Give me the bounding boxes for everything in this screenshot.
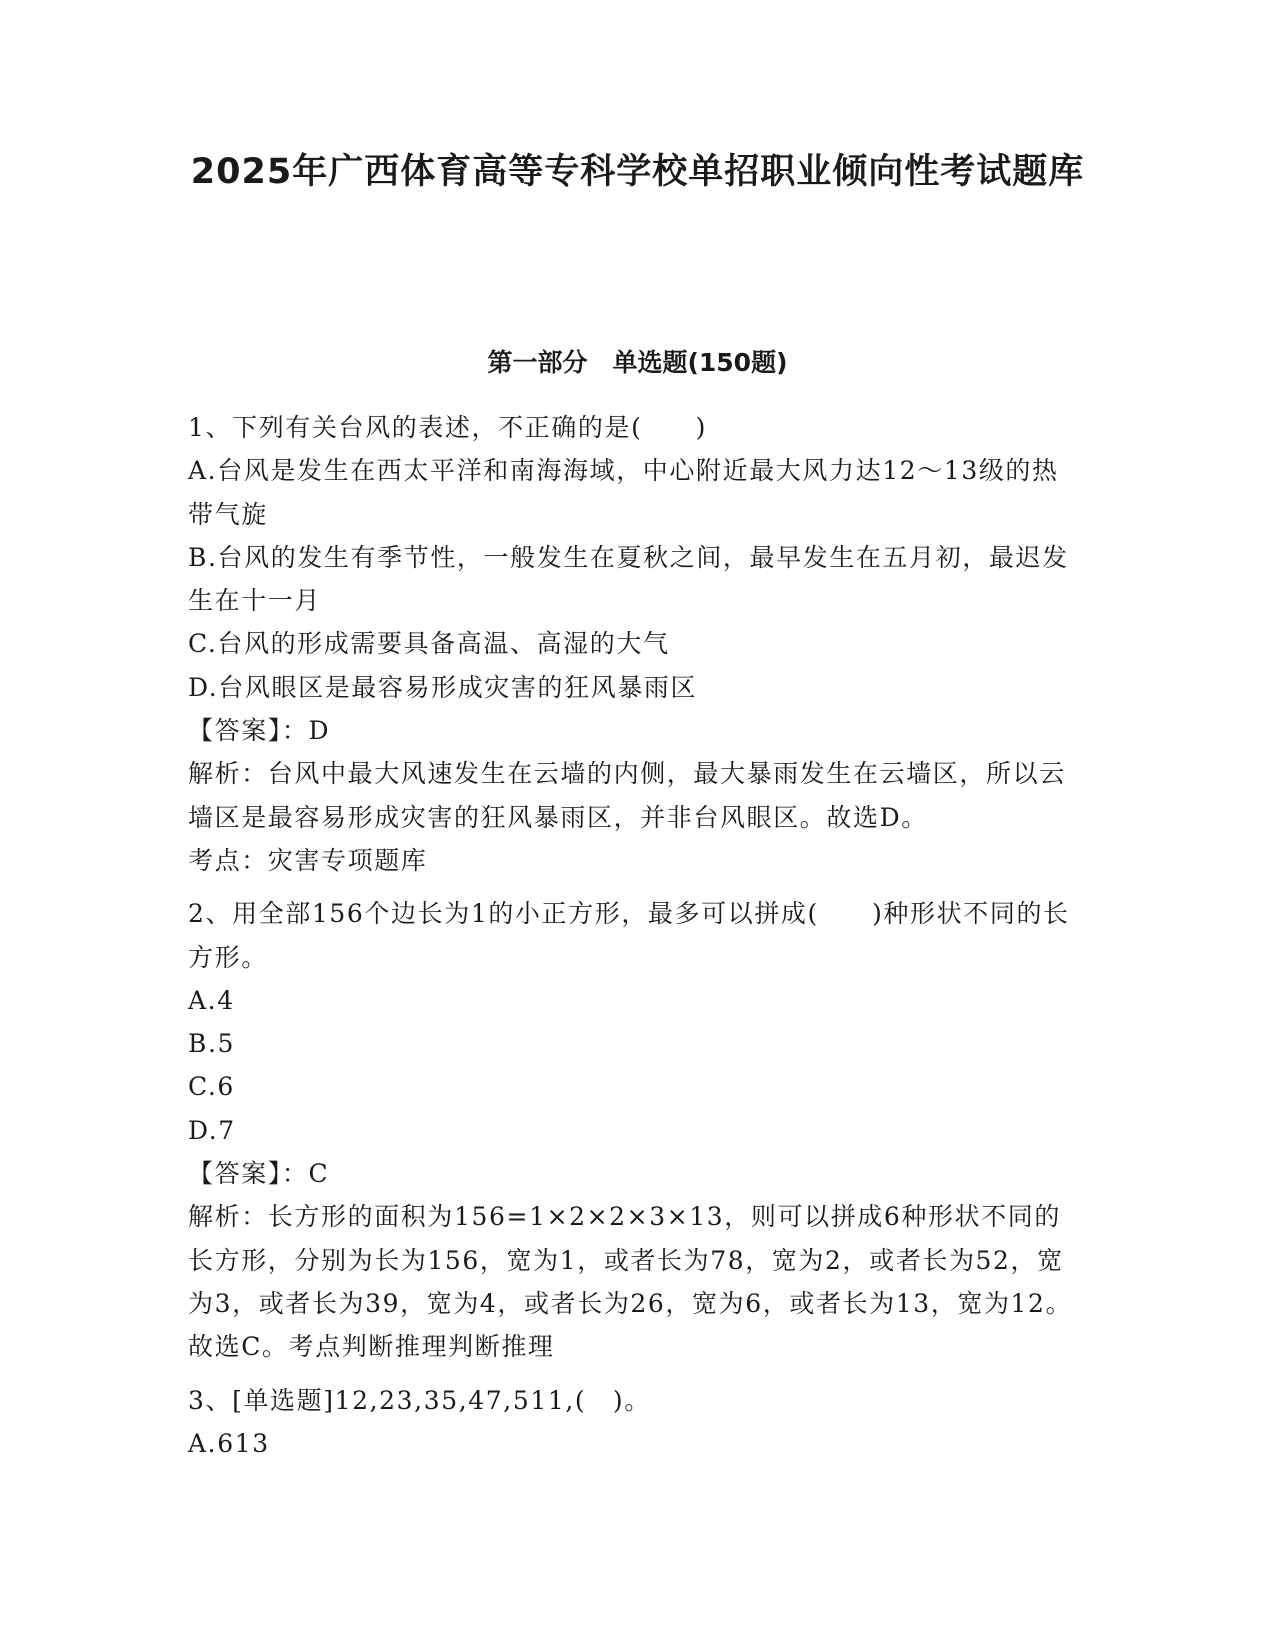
option-a: A.4 (188, 985, 235, 1015)
option-a: A.613 (188, 1428, 270, 1458)
question-item (188, 892, 1078, 1368)
question-item (188, 1379, 1078, 1466)
option-d: D.台风眼区是最容易形成灾害的狂风暴雨区 (188, 672, 698, 702)
question-item (188, 406, 1078, 882)
section-title: 第一部分 单选题(150题) (487, 348, 788, 377)
question-stem: 1、下列有关台风的表述，不正确的是( ) (188, 413, 708, 442)
analysis-text: 解析：长方形的面积为156=1×2×2×3×13，则可以拼成6种形状不同的长方形，分别为长为156，宽为1，或者长为78，宽为2，或者长为52，宽为3，或者长为39，宽为4，或者长为26，宽为6，或者长为13，宽为12。故选C。考点判断推理判断推理 (188, 1202, 1073, 1362)
option-b: B.台风的发生有季节性，一般发生在夏秋之间，最早发生在五月初，最迟发生在十一月 (188, 542, 1069, 616)
kaodian-text: 考点：灾害专项题库 (188, 845, 428, 875)
option-c: C.台风的形成需要具备高温、高湿的大气 (188, 629, 670, 659)
question-stem: 3、[单选题]12,23,35,47,511,( )。 (188, 1385, 651, 1415)
option-a: A.台风是发生在西太平洋和南海海域，中心附近最大风力达12～13级的热带气旋 (188, 456, 1059, 529)
analysis-text: 解析：台风中最大风速发生在云墙的内侧，最大暴雨发生在云墙区，所以云墙区是最容易形成灾害的狂风暴雨区，并非台风眼区。故选D。 (188, 759, 1066, 832)
answer-line: 【答案】：D (188, 716, 331, 746)
option-c: C.6 (188, 1072, 235, 1102)
question-stem: 2、用全部156个边长为1的小正方形，最多可以拼成( )种形状不同的长方形。 (188, 899, 1070, 972)
option-b: B.5 (188, 1029, 236, 1059)
answer-line: 【答案】：C (188, 1159, 330, 1189)
question-list (188, 406, 1078, 1475)
option-d: D.7 (188, 1115, 236, 1145)
document-title: 2025年广西体育高等专科学校单招职业倾向性考试题库 (190, 152, 1085, 192)
